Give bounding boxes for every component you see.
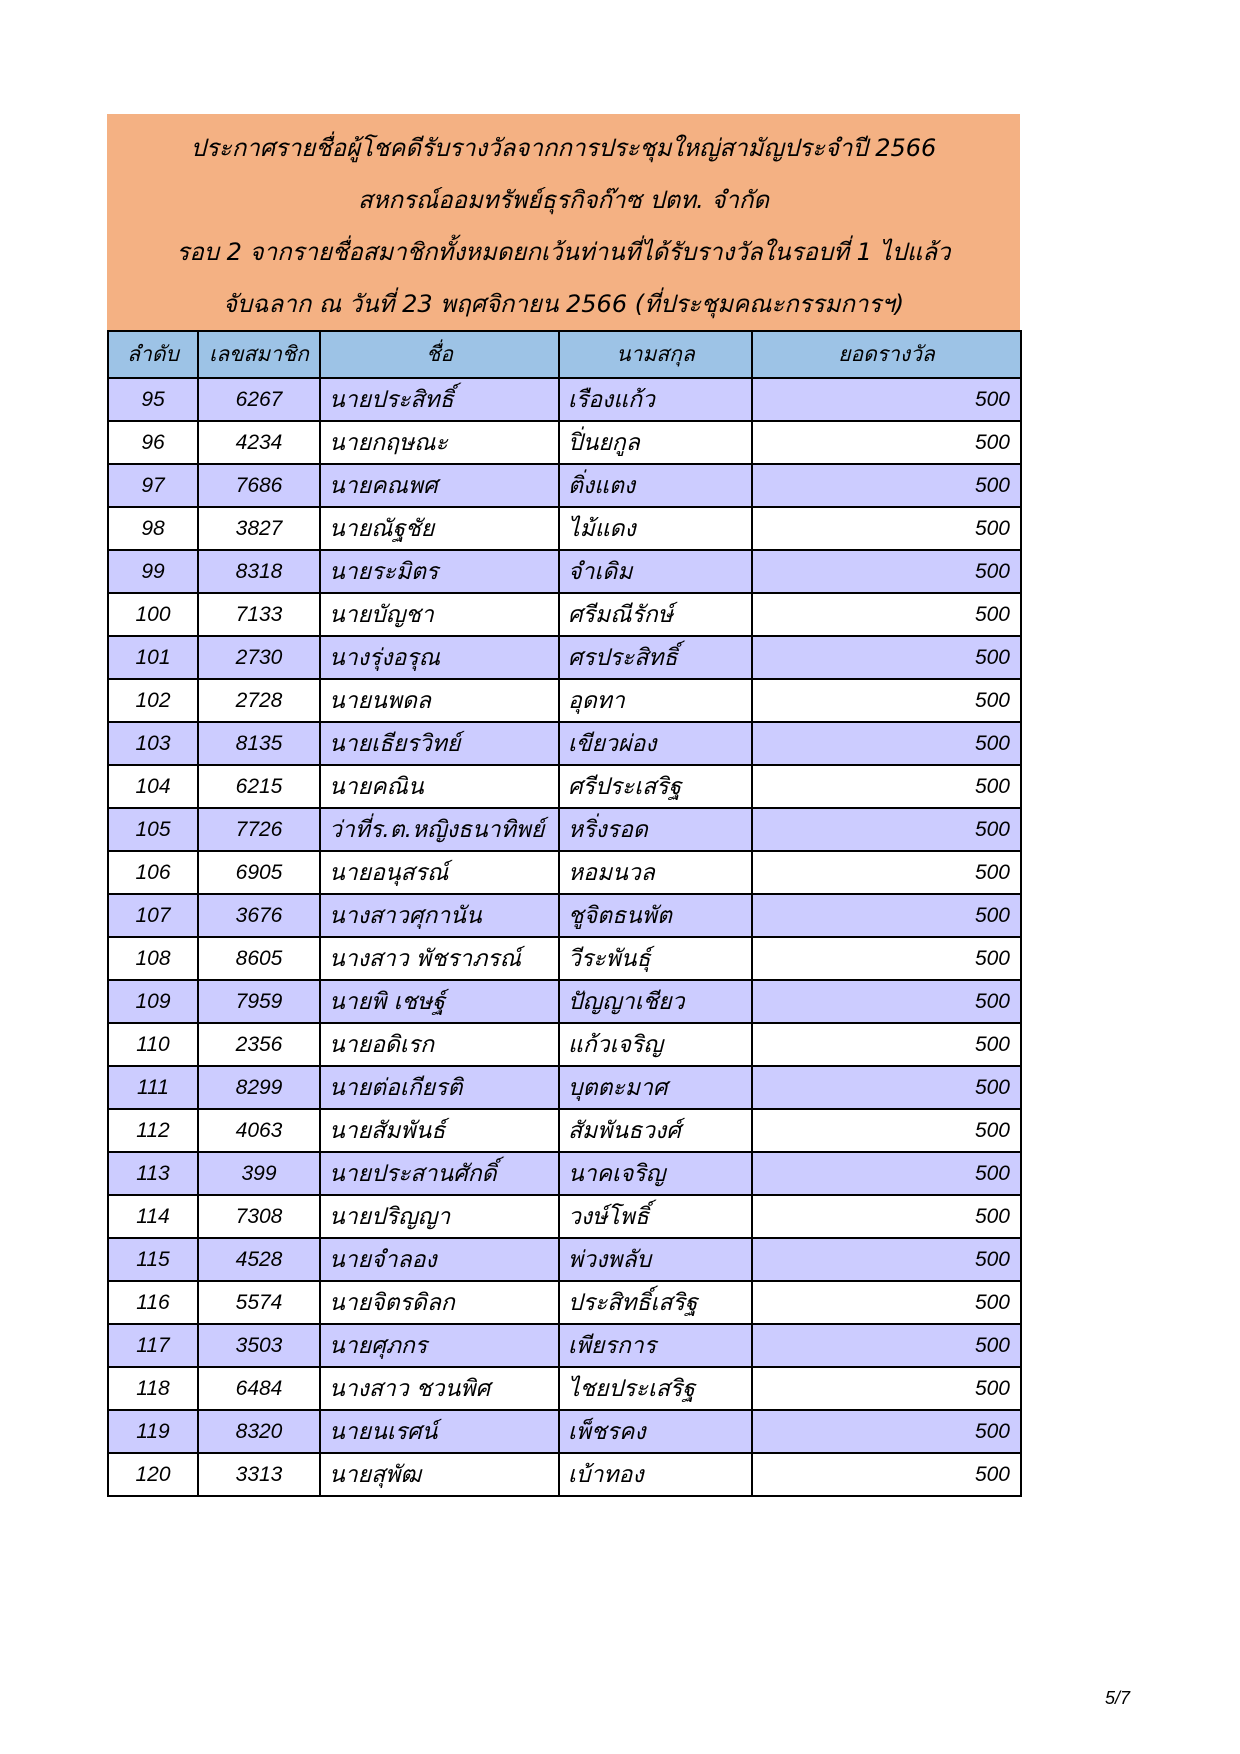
cell-last-name: บุตตะมาศ [559,1066,752,1109]
cell-last-name: เรืองแก้ว [559,378,752,421]
cell-prize: 500 [752,679,1021,722]
cell-last-name: วงษ์โพธิ์ [559,1195,752,1238]
cell-last-name: เพียรการ [559,1324,752,1367]
table-row [108,980,1021,1023]
cell-prize: 500 [752,1367,1021,1410]
cell-prize: 500 [752,1324,1021,1367]
cell-order: 100 [108,593,198,636]
cell-first-name: นายบัญชา [320,593,559,636]
cell-first-name: ว่าที่ร.ต.หญิงธนาทิพย์ [320,808,559,851]
cell-member-no: 6905 [198,851,320,894]
table-row [108,1453,1021,1496]
cell-order: 98 [108,507,198,550]
table-row [108,1152,1021,1195]
cell-order: 119 [108,1410,198,1453]
cell-last-name: เบ้าทอง [559,1453,752,1496]
cell-prize: 500 [752,421,1021,464]
table-row [108,1023,1021,1066]
cell-member-no: 7726 [198,808,320,851]
column-header-first-name: ชื่อ [320,331,559,378]
cell-first-name: นายเธียรวิทย์ [320,722,559,765]
cell-last-name: วีระพันธุ์ [559,937,752,980]
cell-prize: 500 [752,1281,1021,1324]
table-header-row [108,331,1021,378]
cell-order: 99 [108,550,198,593]
cell-last-name: หริ่งรอด [559,808,752,851]
cell-order: 101 [108,636,198,679]
cell-order: 97 [108,464,198,507]
table-row [108,1367,1021,1410]
cell-order: 104 [108,765,198,808]
cell-prize: 500 [752,1453,1021,1496]
cell-order: 105 [108,808,198,851]
cell-first-name: นายนพดล [320,679,559,722]
cell-last-name: ปิ่นยกูล [559,421,752,464]
cell-prize: 500 [752,378,1021,421]
cell-member-no: 5574 [198,1281,320,1324]
cell-prize: 500 [752,765,1021,808]
cell-first-name: นายต่อเกียรติ [320,1066,559,1109]
cell-first-name: นายประสิทธิ์ [320,378,559,421]
cell-order: 120 [108,1453,198,1496]
cell-order: 111 [108,1066,198,1109]
cell-member-no: 6215 [198,765,320,808]
winners-table [107,330,1022,1497]
cell-order: 102 [108,679,198,722]
cell-first-name: นายคณพศ [320,464,559,507]
column-header-member-no: เลขสมาชิก [198,331,320,378]
cell-last-name: เขียวผ่อง [559,722,752,765]
cell-prize: 500 [752,1238,1021,1281]
cell-prize: 500 [752,507,1021,550]
cell-order: 112 [108,1109,198,1152]
cell-last-name: ชูจิตธนพัต [559,894,752,937]
cell-order: 113 [108,1152,198,1195]
cell-last-name: จำเดิม [559,550,752,593]
cell-member-no: 399 [198,1152,320,1195]
cell-member-no: 3313 [198,1453,320,1496]
cell-prize: 500 [752,464,1021,507]
cell-member-no: 6267 [198,378,320,421]
cell-order: 117 [108,1324,198,1367]
cell-member-no: 7686 [198,464,320,507]
cell-order: 114 [108,1195,198,1238]
cell-member-no: 3676 [198,894,320,937]
cell-member-no: 4528 [198,1238,320,1281]
cell-order: 109 [108,980,198,1023]
cell-first-name: นายคณิน [320,765,559,808]
cell-prize: 500 [752,636,1021,679]
table-row [108,464,1021,507]
column-header-order: ลำดับ [108,331,198,378]
cell-prize: 500 [752,550,1021,593]
table-row [108,722,1021,765]
cell-member-no: 3827 [198,507,320,550]
cell-last-name: ประสิทธิ์เสริฐ [559,1281,752,1324]
cell-first-name: นายอนุสรณ์ [320,851,559,894]
cell-first-name: นายประสานศักดิ์ [320,1152,559,1195]
cell-member-no: 2728 [198,679,320,722]
cell-first-name: นางสาว พัชราภรณ์ [320,937,559,980]
table-row [108,593,1021,636]
cell-prize: 500 [752,1410,1021,1453]
title-line-3: รอบ 2 จากรายชื่อสมาชิกทั้งหมดยกเว้นท่านที่ได้รับรางวัลในรอบที่ 1 ไปแล้ว [176,238,951,266]
table-row [108,550,1021,593]
column-header-prize: ยอดรางวัล [752,331,1021,378]
table-row [108,937,1021,980]
table-row [108,765,1021,808]
cell-prize: 500 [752,593,1021,636]
cell-order: 103 [108,722,198,765]
cell-member-no: 8299 [198,1066,320,1109]
cell-first-name: นายจิตรดิลก [320,1281,559,1324]
table-row [108,507,1021,550]
cell-first-name: นายปริญญา [320,1195,559,1238]
table-body [108,378,1021,1496]
table-row [108,1281,1021,1324]
cell-prize: 500 [752,1195,1021,1238]
cell-first-name: นายสัมพันธ์ [320,1109,559,1152]
cell-prize: 500 [752,980,1021,1023]
cell-member-no: 8320 [198,1410,320,1453]
page-number: 5/7 [1105,1688,1131,1708]
cell-member-no: 8135 [198,722,320,765]
cell-prize: 500 [752,722,1021,765]
cell-prize: 500 [752,937,1021,980]
table-row [108,1324,1021,1367]
cell-order: 96 [108,421,198,464]
cell-last-name: เพ็ชรคง [559,1410,752,1453]
title-banner [107,114,1020,330]
cell-first-name: นายนเรศน์ [320,1410,559,1453]
title-line-4: จับฉลาก ณ วันที่ 23 พฤศจิกายน 2566 (ที่ประชุมคณะกรรมการฯ) [222,290,905,318]
cell-last-name: แก้วเจริญ [559,1023,752,1066]
table-row [108,1066,1021,1109]
table-row [108,1195,1021,1238]
cell-last-name: ศรประสิทธิ์ [559,636,752,679]
table-row [108,1238,1021,1281]
cell-member-no: 2356 [198,1023,320,1066]
table-row [108,808,1021,851]
cell-order: 110 [108,1023,198,1066]
table-row [108,378,1021,421]
cell-prize: 500 [752,1109,1021,1152]
cell-member-no: 7133 [198,593,320,636]
cell-order: 116 [108,1281,198,1324]
cell-last-name: ศรีมณีรักษ์ [559,593,752,636]
cell-last-name: อุดทา [559,679,752,722]
table-row [108,851,1021,894]
cell-member-no: 6484 [198,1367,320,1410]
table-row [108,1109,1021,1152]
cell-first-name: นายระมิตร [320,550,559,593]
cell-last-name: ปัญญาเชียว [559,980,752,1023]
cell-prize: 500 [752,1152,1021,1195]
cell-member-no: 3503 [198,1324,320,1367]
cell-first-name: นายพิ เชษฐ์ [320,980,559,1023]
cell-last-name: นาคเจริญ [559,1152,752,1195]
cell-first-name: นายณัฐชัย [320,507,559,550]
cell-last-name: ศรีประเสริฐ [559,765,752,808]
table-row [108,421,1021,464]
cell-member-no: 8605 [198,937,320,980]
cell-first-name: นายอดิเรก [320,1023,559,1066]
cell-last-name: พ่วงพลับ [559,1238,752,1281]
table-row [108,636,1021,679]
cell-first-name: นางรุ่งอรุณ [320,636,559,679]
table-row [108,894,1021,937]
cell-first-name: นางสาว ชวนพิศ [320,1367,559,1410]
cell-member-no: 2730 [198,636,320,679]
cell-first-name: นายกฤษณะ [320,421,559,464]
title-line-2: สหกรณ์ออมทรัพย์ธุรกิจก๊าซ ปตท. จำกัด [357,186,769,214]
cell-order: 115 [108,1238,198,1281]
cell-prize: 500 [752,808,1021,851]
table-row [108,679,1021,722]
cell-first-name: นางสาวศุกานัน [320,894,559,937]
cell-order: 107 [108,894,198,937]
cell-order: 108 [108,937,198,980]
cell-prize: 500 [752,1023,1021,1066]
cell-member-no: 4063 [198,1109,320,1152]
cell-last-name: ติ่งแตง [559,464,752,507]
title-line-1: ประกาศรายชื่อผู้โชคดีรับรางวัลจากการประชุมใหญ่สามัญประจำปี 2566 [190,134,937,162]
cell-first-name: นายจำลอง [320,1238,559,1281]
cell-first-name: นายศุภกร [320,1324,559,1367]
cell-order: 95 [108,378,198,421]
cell-member-no: 4234 [198,421,320,464]
cell-member-no: 8318 [198,550,320,593]
column-header-last-name: นามสกุล [559,331,752,378]
cell-prize: 500 [752,1066,1021,1109]
document-sheet [107,114,1020,1497]
cell-order: 106 [108,851,198,894]
cell-member-no: 7959 [198,980,320,1023]
cell-last-name: ไชยประเสริฐ [559,1367,752,1410]
cell-prize: 500 [752,851,1021,894]
cell-last-name: ไม้แดง [559,507,752,550]
cell-member-no: 7308 [198,1195,320,1238]
cell-first-name: นายสุพัฒ [320,1453,559,1496]
cell-last-name: หอมนวล [559,851,752,894]
cell-prize: 500 [752,894,1021,937]
table-row [108,1410,1021,1453]
cell-last-name: สัมพันธวงศ์ [559,1109,752,1152]
cell-order: 118 [108,1367,198,1410]
